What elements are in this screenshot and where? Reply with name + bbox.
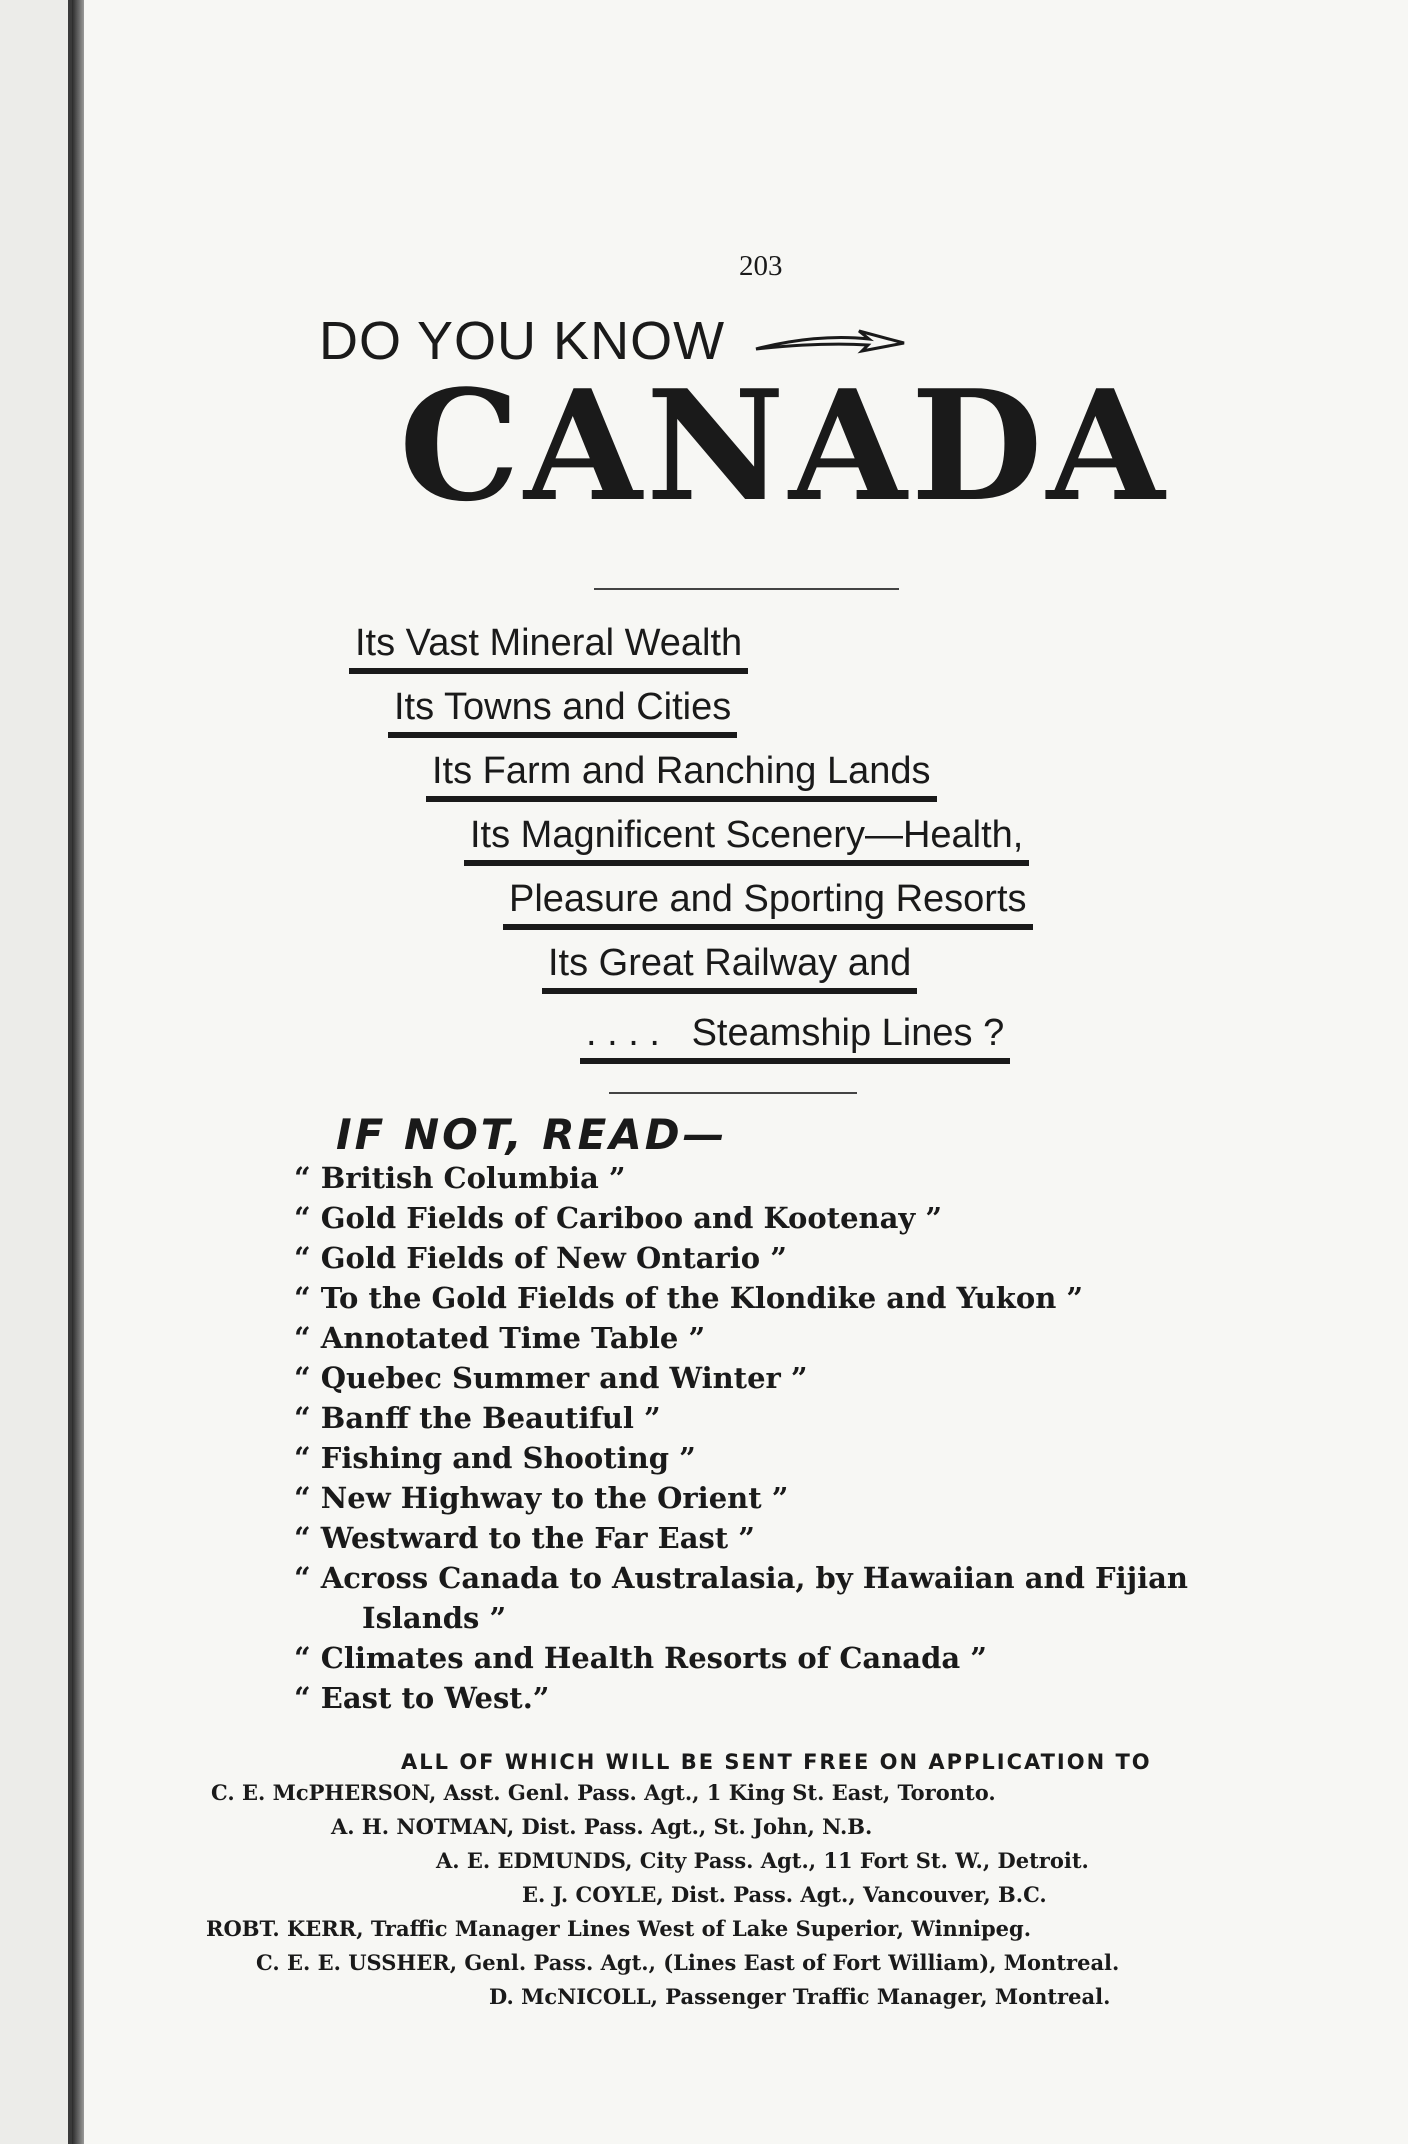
topic-label: Its Vast Mineral Wealth <box>355 622 743 664</box>
agent-line: A. H. NOTMAN, Dist. Pass. Agt., St. John, N.B. <box>331 1814 873 1839</box>
publication-item: “ Westward to the Far East ” <box>294 1521 755 1555</box>
topic-label: Its Farm and Ranching Lands <box>432 750 931 792</box>
publication-item: “ Annotated Time Table ” <box>294 1321 706 1355</box>
publication-item: “ Gold Fields of Cariboo and Kootenay ” <box>294 1201 943 1235</box>
advertisement-page <box>84 0 1408 2144</box>
agent-line: ROBT. KERR, Traffic Manager Lines West of Lake Superior, Winnipeg. <box>206 1916 1031 1941</box>
divider-bottom <box>609 1092 857 1094</box>
publication-item: “ New Highway to the Orient ” <box>294 1481 789 1515</box>
topic-label: Its Great Railway and <box>548 942 912 984</box>
topic-item <box>586 1014 1004 1052</box>
topic-underline <box>426 796 937 802</box>
publication-item: “ British Columbia ” <box>294 1161 626 1195</box>
topic-label: Its Magnificent Scenery—Health, <box>470 814 1024 856</box>
topic-underline <box>349 668 748 674</box>
topic-underline <box>388 732 737 738</box>
publication-item: “ Gold Fields of New Ontario ” <box>294 1241 787 1275</box>
topic-underline <box>542 988 917 994</box>
topic-label: Its Towns and Cities <box>394 686 732 728</box>
publication-item: “ To the Gold Fields of the Klondike and Yukon ” <box>294 1281 1084 1315</box>
topic-label: . . . . Steamship Lines ? <box>586 1012 1005 1054</box>
topic-underline <box>580 1058 1010 1064</box>
publication-item: “ Across Canada to Australasia, by Hawaiian and Fijian <box>294 1561 1188 1595</box>
topic-underline <box>464 860 1029 866</box>
agent-line: A. E. EDMUNDS, City Pass. Agt., 11 Fort St. W., Detroit. <box>436 1848 1089 1873</box>
heading-do-you-know: DO YOU KNOW <box>319 311 726 371</box>
topic-item <box>355 624 742 662</box>
publication-item-continued: Islands ” <box>362 1601 507 1635</box>
book-binding <box>72 0 84 2144</box>
topic-item <box>432 752 931 790</box>
topic-item <box>548 944 911 982</box>
publication-list <box>294 1158 1274 1718</box>
topic-item <box>509 880 1027 918</box>
agent-line: D. McNICOLL, Passenger Traffic Manager, Montreal. <box>489 1984 1111 2009</box>
heading-canada: CANADA <box>399 356 1169 535</box>
topic-item <box>470 816 1023 854</box>
topic-underline <box>503 924 1033 930</box>
publication-item: “ Banff the Beautiful ” <box>294 1401 661 1435</box>
publication-item: “ Quebec Summer and Winter ” <box>294 1361 808 1395</box>
facing-page-edge <box>0 0 72 2144</box>
topic-label: Pleasure and Sporting Resorts <box>509 878 1027 920</box>
publication-item: “ East to West.” <box>294 1681 550 1715</box>
agent-line: E. J. COYLE, Dist. Pass. Agt., Vancouver, B.C. <box>522 1882 1047 1907</box>
if-not-read-heading: IF NOT, READ— <box>336 1110 728 1159</box>
agent-line: C. E. McPHERSON, Asst. Genl. Pass. Agt., 1 King St. East, Toronto. <box>211 1780 996 1805</box>
publication-item: “ Fishing and Shooting ” <box>294 1441 696 1475</box>
sent-free-notice: ALL OF WHICH WILL BE SENT FREE ON APPLICATION TO <box>401 1750 1152 1774</box>
page-number: 203 <box>739 250 783 282</box>
publication-item: “ Climates and Health Resorts of Canada ” <box>294 1641 987 1675</box>
divider-top <box>594 588 899 590</box>
topic-item <box>394 688 731 726</box>
agent-line: C. E. E. USSHER, Genl. Pass. Agt., (Lines East of Fort William), Montreal. <box>256 1950 1120 1975</box>
